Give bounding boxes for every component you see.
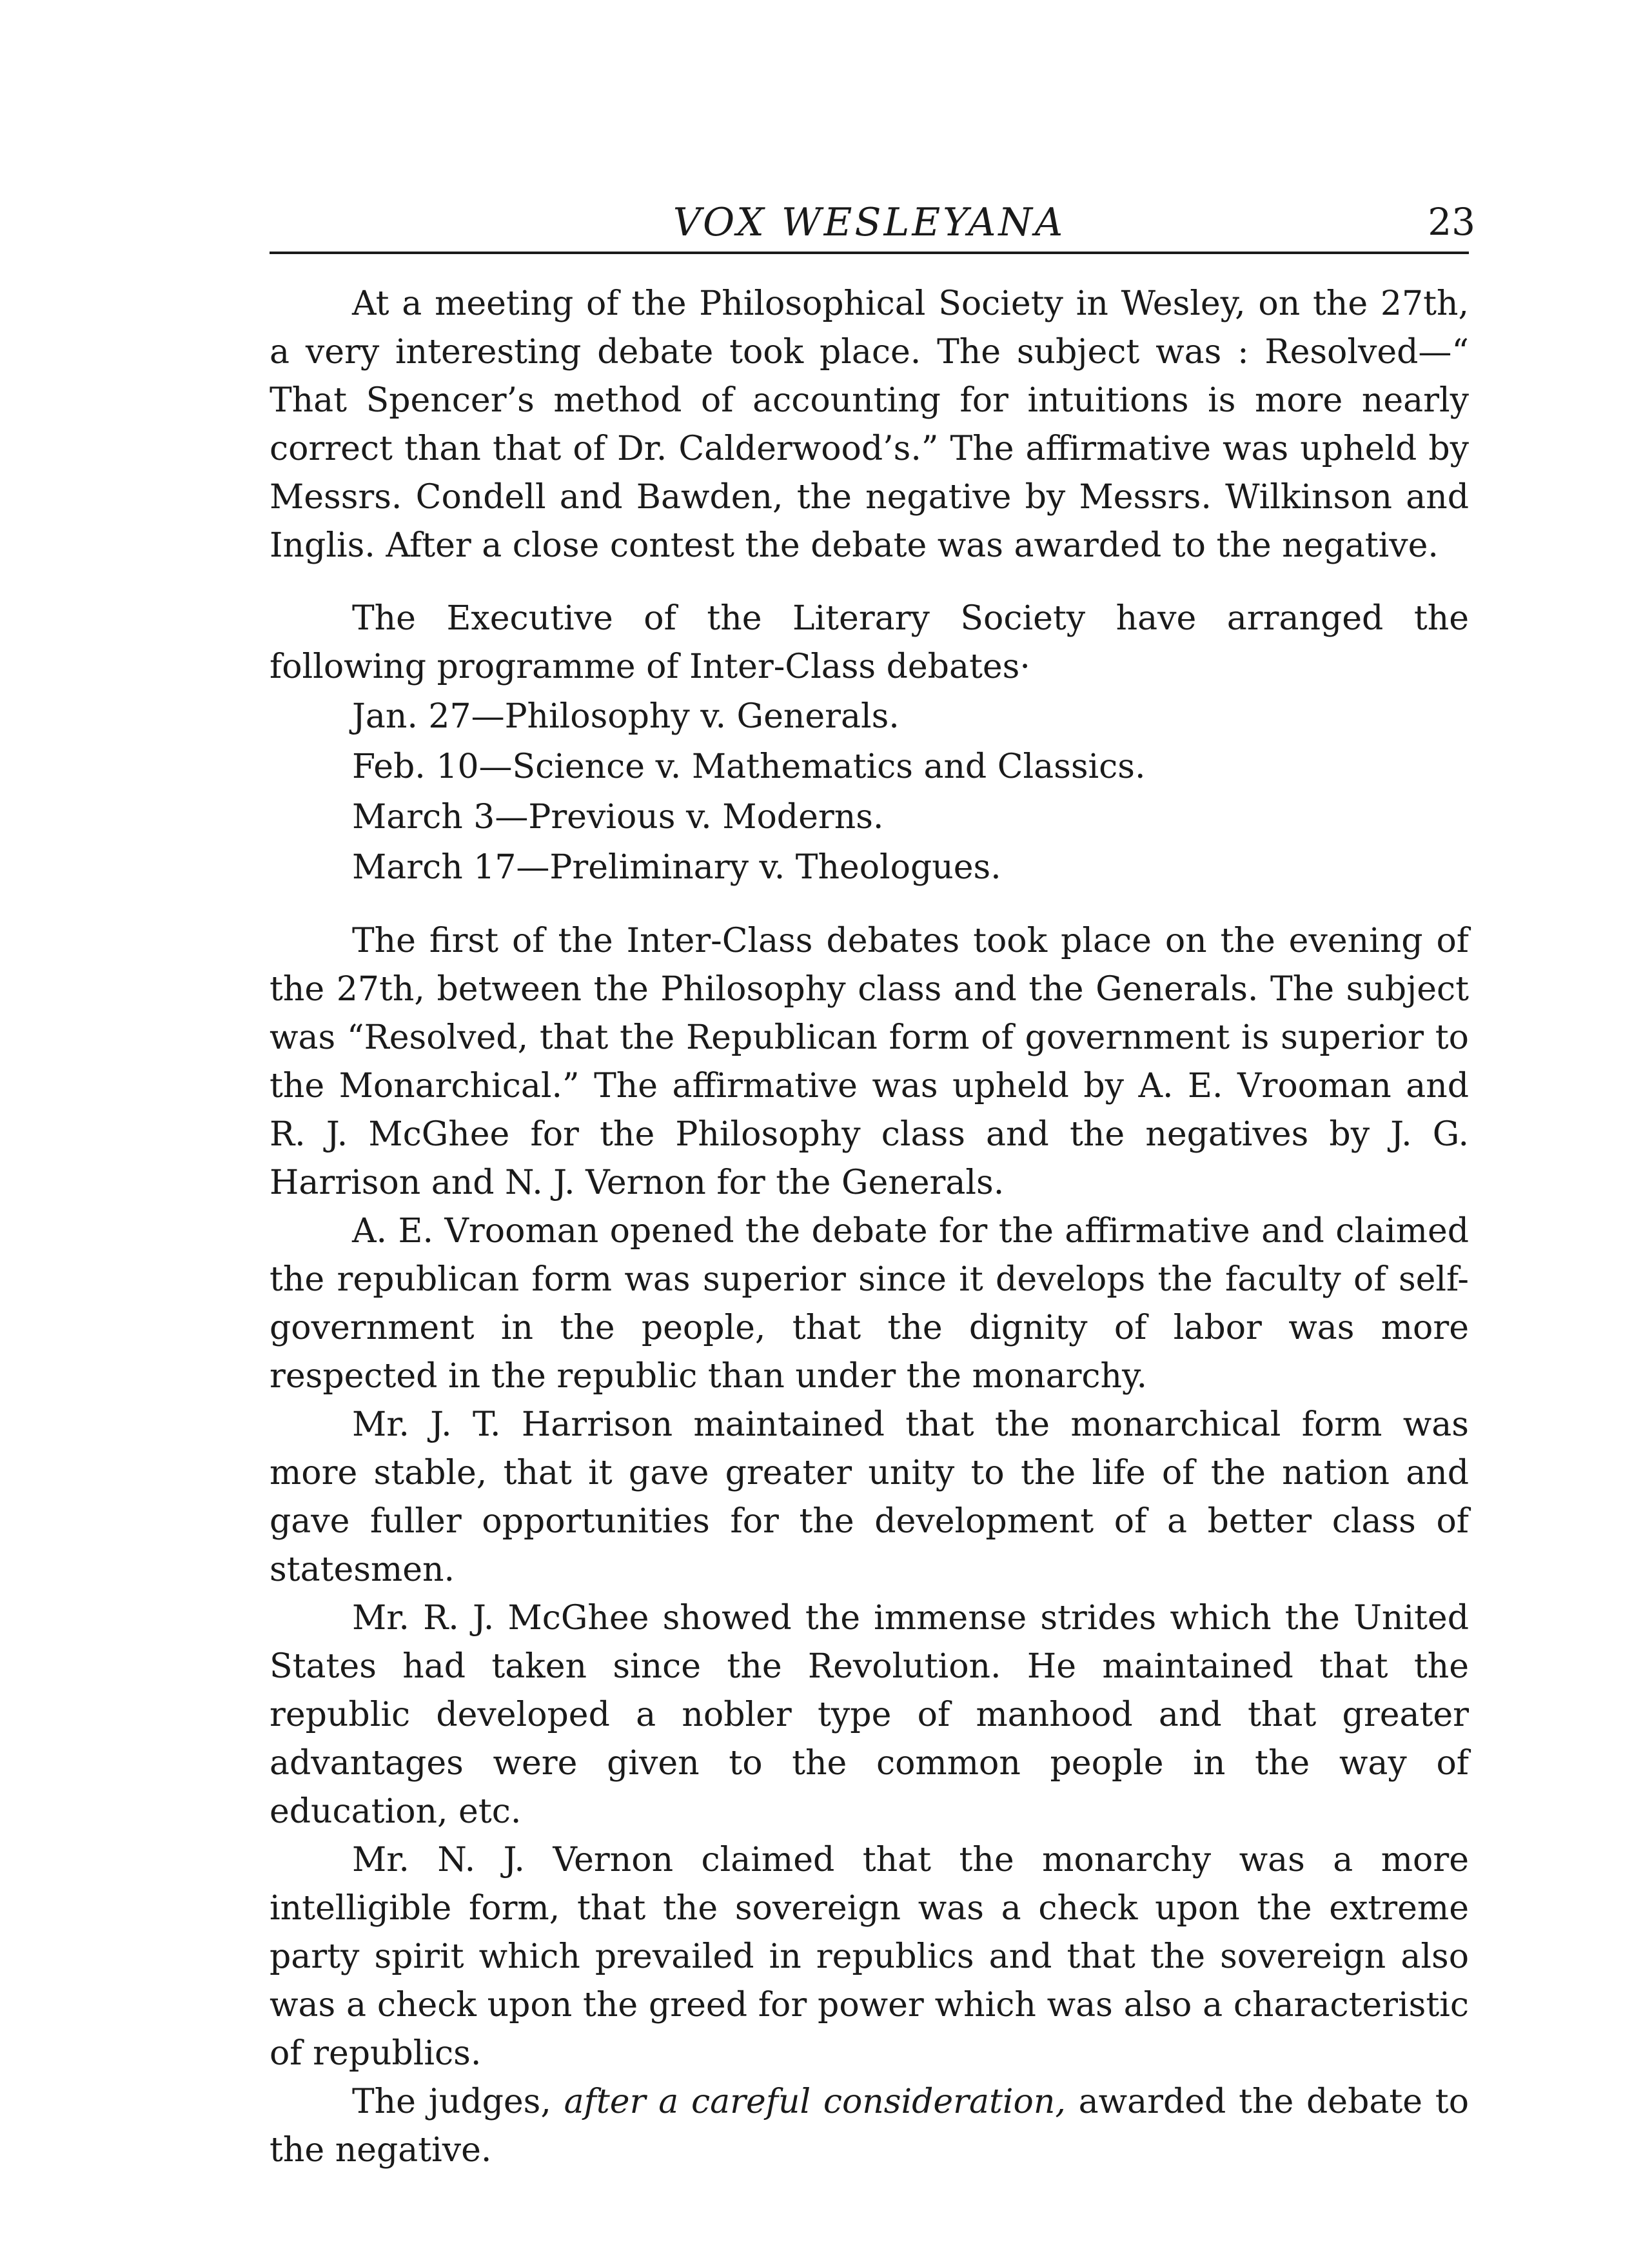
paragraph-first-debate: The first of the Inter-Class debates took place on the evening of the 27th, between the Philosophy class and the Generals. The subject was “Resolved, that the Republican form of government is superior to the Monarchical.” The affirmative was upheld by A. E. Vrooman and R. J. McGhee for the Philosophy class and the negatives by J. G. Harrison and N. J. Vernon for the Generals. [270,922,1469,1202]
running-title: VOX WESLEYANA [673,200,1066,245]
paragraph-vernon: Mr. N. J. Vernon claimed that the monarchy was a more intelligible form, that the sovereign was a check upon the extreme party spirit which prevailed in republics and that the sovereign also was a check upon the greed for power which was also a characteristic of republics. [270,1841,1469,2073]
paragraph-philosophical-society: At a meeting of the Philosophical Society in Wesley, on the 27th, a very interesting debate took place. The subject was : Resolved—“ That Spencer’s method of accounting for intuitions is more nearly correct than that of Dr. Calderwood’s.” The affirmative was upheld by Messrs. Condell and Bawden, the negative by Messrs. Wilkinson and Inglis. After a close contest the debate was awarded to the negative. [270,284,1469,565]
debate-programme-list [270,691,1469,893]
paragraph-vrooman: A. E. Vrooman opened the debate for the affirmative and claimed the republican form was superior since it develops the faculty of self-government in the people, that the dignity of labor was more respected in the republic than under the monarchy. [270,1212,1469,1396]
paragraph-harrison: Mr. J. T. Harrison maintained that the monarchical form was more stable, that it gave greater unity to the life of the nation and gave fuller opportunities for the development of a better class of statesmen. [270,1405,1469,1589]
programme-item: March 17—Preliminary v. Theologues. [352,848,1001,887]
paragraph-judges [270,2078,1469,2175]
judges-text-start: The judges, [352,2083,564,2121]
paragraph-mcghee: Mr. R. J. McGhee showed the immense strides which the United States had taken since the Revolution. He maintained that the republic developed a nobler type of manhood and that greater advantages were given to the common people in the way of education, etc. [270,1599,1469,1831]
header-rule [270,252,1469,254]
judges-text-italic: after a careful consideration, [564,2083,1066,2121]
programme-item: Feb. 10—Science v. Mathematics and Classics. [352,747,1146,786]
paragraph-executive: The Executive of the Literary Society have arranged the following programme of Inter-Class debates· [270,599,1469,686]
running-head [270,187,1475,245]
judges-text-end: awarded the debate to the negative. [270,2083,1470,2170]
programme-item: March 3—Previous v. Moderns. [352,798,884,836]
programme-item: Jan. 27—Philosophy v. Generals. [352,697,900,736]
page [270,187,1475,2175]
page-number: 23 [1428,200,1475,244]
